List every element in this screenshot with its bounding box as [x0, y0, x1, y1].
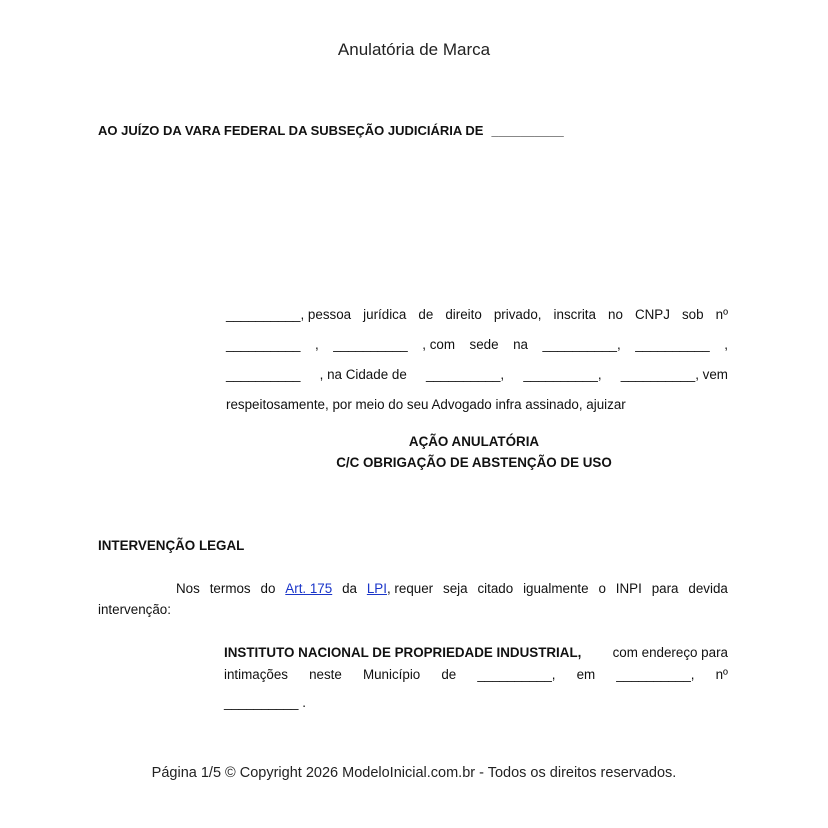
inpi-word: ,: [551, 667, 556, 682]
qualification-word: sob: [681, 307, 704, 322]
qualification-word: ,: [597, 367, 602, 382]
blank-field: __________: [616, 667, 691, 682]
qualification-word: , vem: [695, 367, 728, 382]
qualification-word: , com: [422, 337, 455, 352]
party-name-blank: __________: [226, 307, 301, 322]
qualification-word: de: [418, 307, 434, 322]
inpi-name: INSTITUTO NACIONAL DE PROPRIEDADE INDUSTRIAL,: [224, 645, 582, 660]
qualification-word: direito: [445, 307, 482, 322]
section-heading: INTERVENÇÃO LEGAL: [98, 538, 245, 553]
qualification-line-4: respeitosamente, por meio do seu Advogado infra assinado, ajuizar: [226, 397, 626, 412]
inpi-address-text: com endereço para: [612, 645, 728, 660]
qualification-word: ,: [616, 337, 621, 352]
paragraph-line-1: [98, 578, 728, 599]
court-text: AO JUÍZO DA VARA FEDERAL DA SUBSEÇÃO JUDICIÁRIA DE: [98, 123, 484, 138]
paragraph-word: seja: [443, 581, 468, 596]
qualification-word: na: [513, 337, 528, 352]
blank-field: __________: [425, 367, 501, 382]
qualification-line-1: [226, 300, 728, 330]
qualification-word: ,: [724, 337, 728, 352]
inpi-word: ,: [690, 667, 695, 682]
paragraph-line-2: intervenção:: [98, 602, 171, 617]
qualification-line-3: [226, 360, 728, 390]
paragraph-word: devida: [688, 581, 728, 596]
cnpj-blank: __________: [226, 337, 301, 352]
blank-field: __________: [635, 337, 710, 352]
document-title: Anulatória de Marca: [337, 40, 491, 59]
action-title-line-1: AÇÃO ANULATÓRIA: [408, 434, 540, 449]
qualification-word: sede: [469, 337, 499, 352]
qualification-word: jurídica: [363, 307, 407, 322]
inpi-word: intimações: [224, 667, 289, 682]
page-footer: Página 1/5 © Copyright 2026 ModeloInicial.com.br - Todos os direitos reservados.: [151, 765, 677, 781]
paragraph-word: INPI: [615, 581, 642, 596]
qualification-word: no: [608, 307, 623, 322]
court-address: [98, 123, 564, 138]
qualification-word: ,: [500, 367, 505, 382]
qualification-line-2: [226, 330, 728, 360]
blank-field: __________: [523, 367, 598, 382]
qualification-word: ,: [315, 337, 319, 352]
inpi-word: neste: [309, 667, 342, 682]
paragraph-word: igualmente: [523, 581, 589, 596]
qualification-word: , pessoa: [300, 307, 352, 322]
blank-field: __________: [477, 667, 552, 682]
qualification-word: privado,: [493, 307, 542, 322]
inpi-line-1: [224, 642, 728, 664]
blank-field: __________: [224, 695, 299, 710]
inpi-word: em: [576, 667, 596, 682]
article-175-link[interactable]: Art. 175: [285, 581, 333, 596]
paragraph-word: citado: [477, 581, 514, 596]
paragraph-word: do: [260, 581, 276, 596]
paragraph-word: , requer: [386, 581, 434, 596]
paragraph-word: Nos: [176, 581, 200, 596]
court-blank: __________: [491, 123, 564, 138]
paragraph-word: termos: [209, 581, 251, 596]
lpi-link[interactable]: LPI: [366, 581, 387, 596]
inpi-word: de: [441, 667, 457, 682]
inpi-qualification: [224, 642, 728, 714]
qualification-word: nº: [715, 307, 728, 322]
blank-field: __________: [226, 367, 301, 382]
paragraph-word: o: [598, 581, 606, 596]
party-qualification: [226, 300, 728, 420]
inpi-word: .: [302, 695, 306, 710]
paragraph-word: da: [342, 581, 357, 596]
blank-field: __________: [542, 337, 617, 352]
qualification-word: , na Cidade de: [319, 367, 407, 382]
inpi-word: Município: [362, 667, 421, 682]
inpi-line-2: [224, 664, 728, 686]
qualification-word: CNPJ: [634, 307, 670, 322]
blank-field: __________: [333, 337, 408, 352]
legal-intervention-paragraph: [98, 578, 728, 620]
action-title-line-2: C/C OBRIGAÇÃO DE ABSTENÇÃO DE USO: [336, 455, 612, 470]
inpi-word: nº: [715, 667, 728, 682]
action-title: [226, 431, 722, 473]
qualification-word: inscrita: [553, 307, 596, 322]
paragraph-word: para: [651, 581, 679, 596]
inpi-line-3: [224, 692, 728, 714]
blank-field: __________: [620, 367, 696, 382]
